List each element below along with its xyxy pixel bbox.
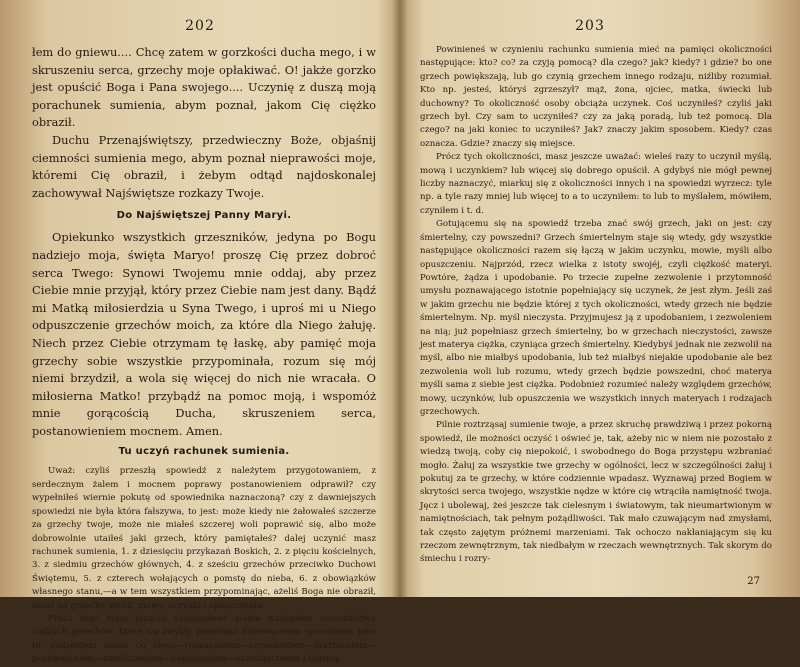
paragraph-small: Prócz tego masz jeszcze examinować siebie względem uczestnictwa cudzych grzechów, które się zwykły popełniać dziewięcioma sposobami, jako to: radzeniem komu co złego—rozkazaniem—zezwoleniem—drażnieniem—pochwalaniem—zamilczeniem—pobłażaniem—uczestnictwem i obroną. xyxy=(32,613,376,665)
signature-mark: 27 xyxy=(747,576,760,587)
paragraph: Duchu Przenajświętszy, przedwieczny Boże, objaśnij ciemności sumienia mego, abym poznał nieprawości moje, któremi Cię obraził, i żebym odtąd najdoskonalej zachowywał Najświętsze rozkazy Twoje. xyxy=(32,132,376,200)
paragraph-small: Gotującemu się na spowiedź trzeba znać swój grzech, jaki on jest: czy śmiertelny, czy powszedni? Grzech śmiertelnym staje się wtedy, gdy wszystkie następujące okoliczności razem się łączą w jakim uczynku, mowie, myśli albo opuszczeniu. Najprzód, rzecz wielka z istoty swojéj, czyli ciężkość materyi. Powtóre, żądza i upodobanie. Po trzecie zupełne zezwolenie i przytomność umysłu poznawającego istotnie popełniający się uczynek, że jest złym. Jeśli zaś w jakim grzechu nie będzie której z tych okoliczności, wtedy grzech nie będzie śmiertelnym. Np. myśl nieczysta. Przyjmujesz ją z upodobaniem, i zezwoleniem na nią; już popełniasz grzech śmiertelny, bo w grzechach nieczystości, zawsze jest materya ciężka, czyniąca grzech śmiertelny. Kiedybyś jednak nie zezwolił na myśl, albo nie miałbyś upodobania, lub też miałbyś niejakie upodobanie ale bez zezwolenia woli lub rozumu, wtedy grzech będzie powszedni, choć materya myśli sama z siebie jest ciężka. Podobnież rozumieć należy względem grzechów, mowy, uczynków, lub opuszczenia we wszystkich innych materyach i rodzajach grzechowych. xyxy=(420,219,772,417)
section-heading-examination: Tu uczyń rachunek sumienia. xyxy=(118,446,290,458)
paragraph-prayer-mary: Opiekunko wszystkich grzeszników, jedyna po Bogu nadziejo moja, święta Maryo! proszę Cię przez dobroć serca Twego: Synowi Twojemu mnie oddaj, aby przez Ciebie mnie przyjął, który przez Ciebie nam jest dany. Bądź mi Matką miłosierdzia u Syna Twego, i uproś mi u Niego odpuszczenie grzechów moich, za które dla Niego żałuję. Niech przez Ciebie otrzymam tę łaskę, aby pamięć moja grzechy sobie wszystkie przypominała, rozum się mój niemi brzydził, a wola się więcej do nich nie wracała. O miłosierna Matko! przybądź na pomoc moją, i wspomóż mnie gorącością Ducha, skruszeniem serca, postanowieniem mocnem. Amen. xyxy=(32,230,376,438)
left-page xyxy=(0,0,400,665)
paragraph-small: Pilnie roztrząsaj sumienie twoje, a przez skruchę prawdziwą i przez pokorną spowiedź, ile możności oczyść i oświeć je, tak, ażeby nic w niem nie pozostało z wiedzą twoją, coby cię niepokoić, i swobodnego do Boga przystępu wzbraniać mogło. Żałuj za wszystkie twe grzechy w ogólności, lecz w szczególności żałuj i pokutuj za te grzechy, w które codziennie wpadasz. Wyznawaj przed Bogiem w skrytości serca twojego, wszystkie nędze w które cię wtrąciła namiętność twoja. Jęcz i ubolewaj, żeś jeszcze tak cielesnym i światowym, tak nieumartwionym w namiętnościach, tak pełnym pożądliwości. Tak mało czuwającym nad zmysłami, tak często zajętym próżnemi marzeniami. Tak ochoczo nakłaniającym się ku rzeczom zewnętrznym, tak niedbałym w rzeczach wewnętrznych. Tak skorym do śmiechu i rozry- xyxy=(420,420,772,565)
page-number-left: 202 xyxy=(185,18,215,34)
right-page-body xyxy=(420,44,772,567)
paragraph: łem do gniewu.... Chcę zatem w gorzkości ducha mego, i w skruszeniu serca, grzechy moje opłakiwać. O! jakże gorzko jest opuścić Boga i Pana swojego.... Uczynię z duszą moją porachunek sumienia, abym poznał, jakom Cię ciężko obraził. xyxy=(32,45,376,130)
page-number-right: 203 xyxy=(575,18,605,34)
paragraph-small: Uważ: czyliś przeszłą spowiedź z należytem przygotowaniem, z serdecznym żalem i mocnem poprawy postanowieniem odprawił? czy wypełniłeś wiernie pokutę od spowiednika naznaczoną? czy z dawniejszych spowiedzi nie była która fałszywa, to jest: może kiedy nie żałowałeś szczerze za grzechy twoje, może nie miałeś szczerej woli poprawić się, albo może dobrowolnie utaiłeś jaki grzech, który pamiętałeś? dalej uczynić masz rachunek sumienia, 1. z dziesięciu przykazań Boskich, 2. z pięciu kościelnych, 3. z siedmiu grzechów głównych, 4. z sześciu grzechów przeciwko Duchowi Świętemu, 5. z czterech wołających o pomstę do nieba, 6. z obowiązków własnego stanu,—a w tem wszystkiem przypominając, ażeliś Boga nie obraził, uważ na grzechy, myśli, mowy, uczynki i opuszczenia. xyxy=(32,466,376,611)
paragraph-small: Prócz tych okoliczności, masz jeszcze uważać: wieleś razy to uczynił myślą, mową i uczynkiem? lub więcej się dobrego opuścił. A gdybyś nie mógł pewnej liczby naznaczyć, miarkuj się z okoliczności innych i na spowiedzi wyrzecz: tyle np. a tyle razy mniej lub więcej to a to uczyniłem: to lub to myślałem, mówiłem, czyniłem i t. d. xyxy=(420,152,772,216)
paragraph-small: Powinieneś w czynieniu rachunku sumienia mieć na pamięci okoliczności następujące: kto? co? za czyją pomocą? dla czego? jak? kiedy? i gdzie? bo one grzech powiększają, lub go czynią grzechem innego rodzaju, niźliby rozumiał. Kto np. jesteś, któryś zgrzeszył? mąż, żona, ojciec, matka, świecki lub duchowny? To okoliczność osoby obciąża uczynek. Coś uczyniłeś? czyliś jaki grzech był. Czy sam to uczyniłeś? czy za jaką poradą, lub też pomocą. Dla czego? na jaki koniec to uczyniłeś? Jak? znaczy jakim sposobem. Kiedy? czas oznacza. Gdzie? znaczy się miejsce. xyxy=(420,45,772,149)
section-heading-mary: Do Najświętszej Panny Maryi. xyxy=(116,210,292,222)
left-page-body xyxy=(32,44,376,667)
right-page xyxy=(400,0,800,597)
